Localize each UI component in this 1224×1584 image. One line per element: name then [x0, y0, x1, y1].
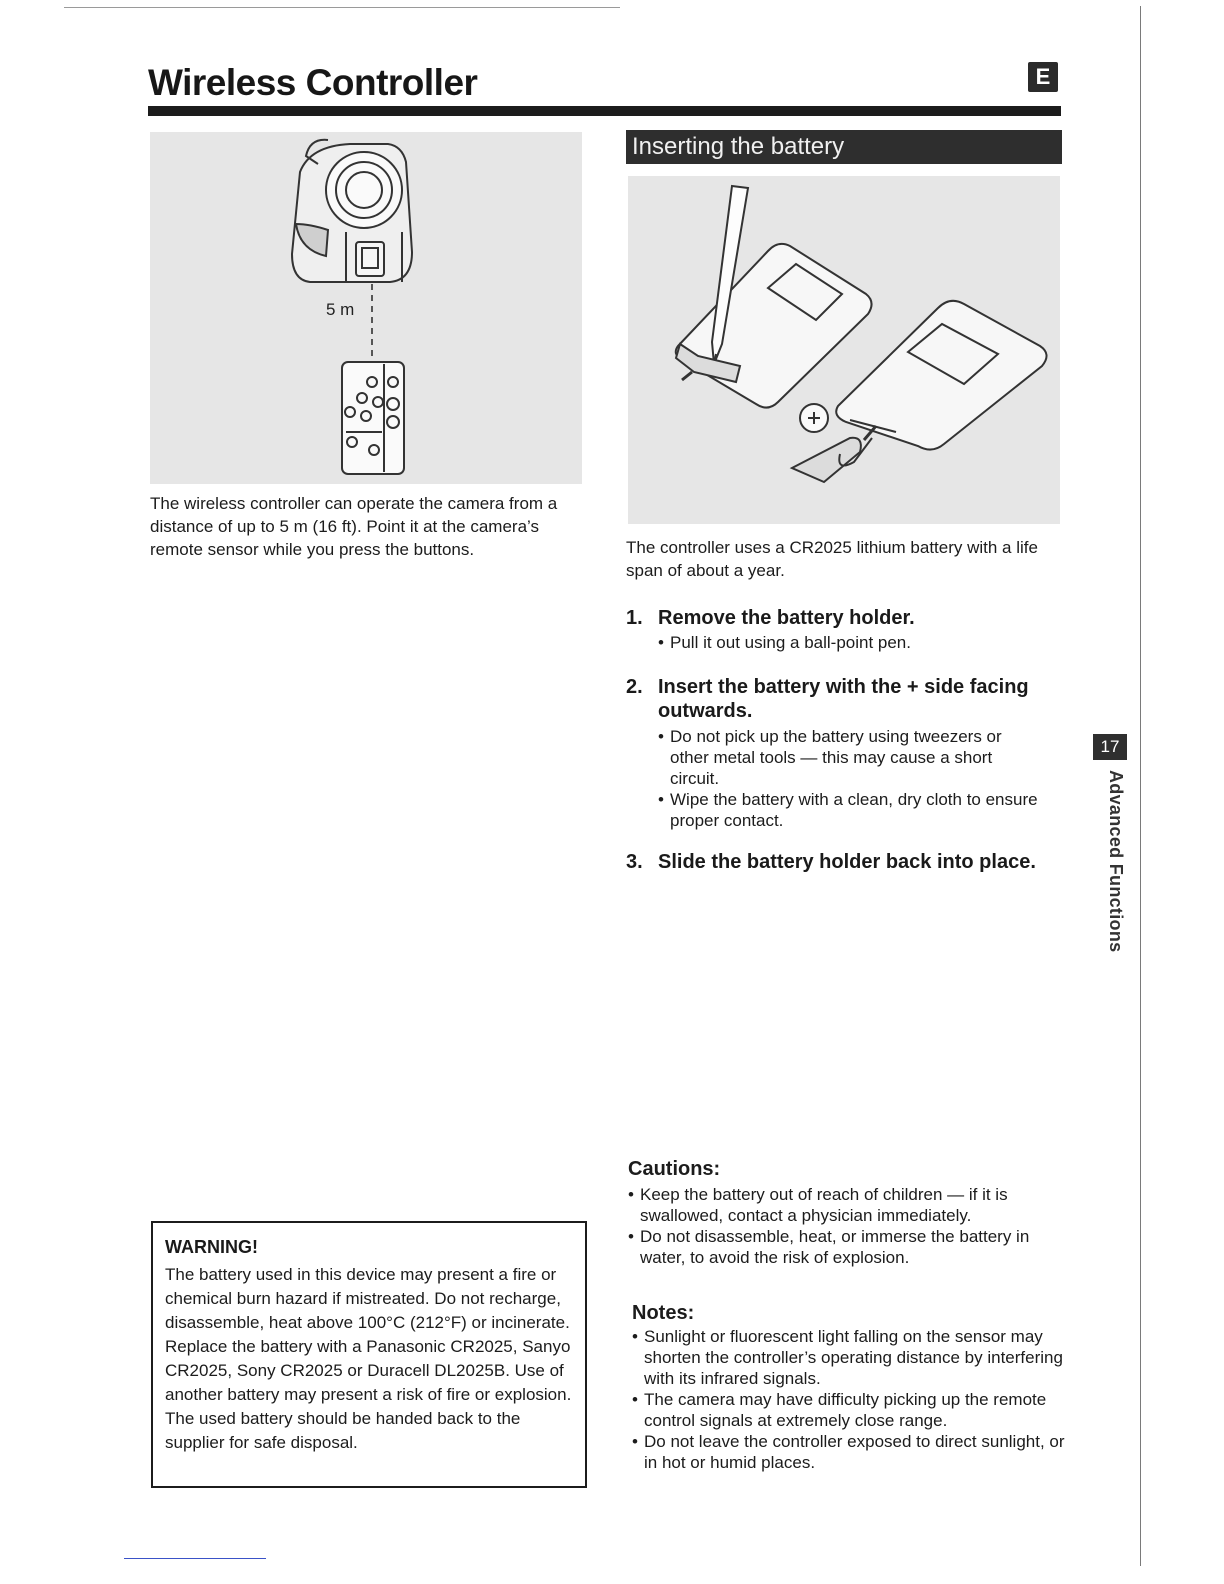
list-item: • Keep the battery out of reach of children — if it is swallowed, contact a physician immediately.	[628, 1184, 1068, 1226]
step-1-bullets	[658, 632, 1058, 653]
warning-text: The battery used in this device may present a fire or chemical burn hazard if mistreated. Do not recharge, disassemble, heat above 100°C (212°F) or incinerate. Replace the battery with a Panasonic CR2025, Sanyo CR2025, Sony CR2025 or Duracell DL2025B. Use of another battery may present a risk of fire or explosion. The used battery should be handed back to the supplier for safe disposal.	[165, 1265, 572, 1452]
section-side-label: Advanced Functions	[1106, 770, 1126, 953]
step-1	[626, 606, 1066, 630]
bottom-rule	[124, 1558, 266, 1559]
step-3	[626, 850, 1086, 874]
camera-remote-drawing	[150, 132, 582, 484]
notes-list	[632, 1326, 1068, 1473]
notes-heading: Notes:	[632, 1302, 695, 1324]
cautions-heading: Cautions:	[628, 1158, 721, 1180]
step-2-bullets	[658, 726, 1038, 831]
list-item: • Wipe the battery with a clean, dry cloth to ensure proper contact.	[658, 789, 1038, 831]
title-rule	[148, 106, 1061, 116]
list-item: • Do not disassemble, heat, or immerse the battery in water, to avoid the risk of explosion.	[628, 1226, 1068, 1268]
camera-remote-illustration	[150, 132, 582, 484]
list-item: • Do not pick up the battery using tweezers or other metal tools — this may cause a short circuit.	[658, 726, 1038, 789]
step-3-title: Slide the battery holder back into place.	[658, 851, 1036, 873]
page-number-tab: 17	[1093, 734, 1127, 760]
distance-label: 5 m	[326, 300, 355, 319]
battery-intro: The controller uses a CR2025 lithium battery with a life span of about a year.	[626, 538, 1038, 580]
list-item: • Pull it out using a ball-point pen.	[658, 632, 1058, 653]
section-heading-text: Inserting the battery	[632, 133, 845, 160]
step-3-number: 3.	[626, 851, 643, 873]
battery-insertion-illustration	[628, 176, 1060, 524]
step-2	[626, 675, 1066, 723]
step-1-number: 1.	[626, 607, 643, 629]
page-edge-line	[1140, 6, 1141, 1566]
warning-box	[151, 1221, 587, 1488]
section-heading	[626, 130, 1062, 164]
section-side-tab	[1080, 770, 1136, 970]
step-2-number: 2.	[626, 676, 643, 698]
top-rule	[64, 7, 620, 8]
language-badge: E	[1028, 62, 1058, 92]
step-2-title: Insert the battery with the + side facing outwards.	[658, 676, 1029, 722]
warning-heading: WARNING!	[165, 1237, 258, 1257]
page-title: Wireless Controller	[148, 62, 478, 103]
list-item: • Do not leave the controller exposed to direct sunlight, or in hot or humid places.	[632, 1431, 1068, 1473]
intro-paragraph: The wireless controller can operate the camera from a distance of up to 5 m (16 ft). Point it at the camera’s remote sensor while you press the buttons.	[150, 494, 558, 559]
list-item: • Sunlight or fluorescent light falling on the sensor may shorten the controller’s operating distance by interfering with its infrared signals.	[632, 1326, 1068, 1389]
battery-insertion-drawing	[628, 176, 1060, 524]
step-1-title: Remove the battery holder.	[658, 607, 915, 629]
list-item: • The camera may have difficulty picking up the remote control signals at extremely close range.	[632, 1389, 1068, 1431]
cautions-list	[628, 1184, 1068, 1268]
